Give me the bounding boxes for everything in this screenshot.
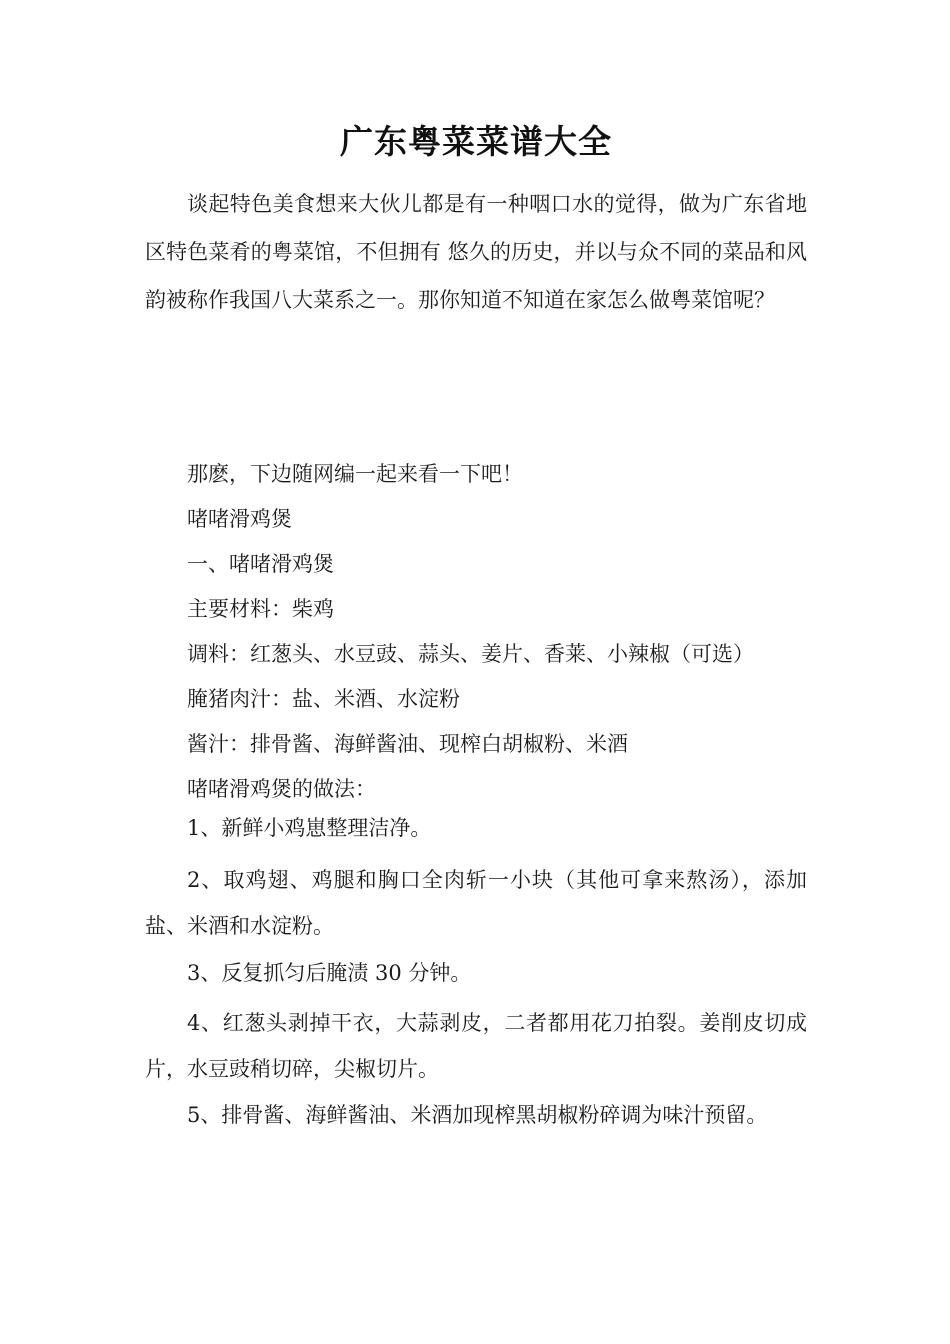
step-1: 1、新鲜小鸡崽整理洁净。 <box>187 816 432 840</box>
recipe-name: 啫啫滑鸡煲 <box>187 507 292 531</box>
step-2: 2、取鸡翅、鸡腿和胸口全肉斩一小块（其他可拿来熬汤），添加盐、米酒和水淀粉。 <box>145 868 807 938</box>
marinade: 腌猪肉汁：盐、米酒、水淀粉 <box>187 687 460 711</box>
method-heading: 啫啫滑鸡煲的做法： <box>187 777 376 801</box>
step-4: 4、红葱头剥掉干衣，大蒜剥皮，二者都用花刀拍裂。姜削皮切成片，水豆豉稍切碎，尖椒切片。 <box>145 1011 807 1081</box>
sauce: 酱汁：排骨酱、海鲜酱油、现榨白胡椒粉、米酒 <box>187 732 628 756</box>
transition-line: 那麽，下边随网编一起来看一下吧！ <box>187 462 523 486</box>
step-5: 5、排骨酱、海鲜酱油、米酒加现榨黑胡椒粉碎调为味汁预留。 <box>187 1103 768 1127</box>
main-ingredients: 主要材料：柴鸡 <box>187 597 334 621</box>
seasonings: 调料：红葱头、水豆豉、蒜头、姜片、香莱、小辣椒（可选） <box>187 642 754 666</box>
intro-paragraph: 谈起特色美食想来大伙儿都是有一种咽口水的觉得，做为广东省地区特色菜肴的粤菜馆，不但拥有 悠久的历史，并以与众不同的菜品和风韵被称作我国八大菜系之一。那你知道不知道在家怎么做粤菜馆呢？ <box>145 192 807 312</box>
section-heading: 一、啫啫滑鸡煲 <box>187 552 334 576</box>
recipe-lines <box>145 452 807 812</box>
step-3: 3、反复抓匀后腌渍 30 分钟。 <box>187 961 472 985</box>
document-title: 广东粤菜菜谱大全 <box>340 122 612 161</box>
